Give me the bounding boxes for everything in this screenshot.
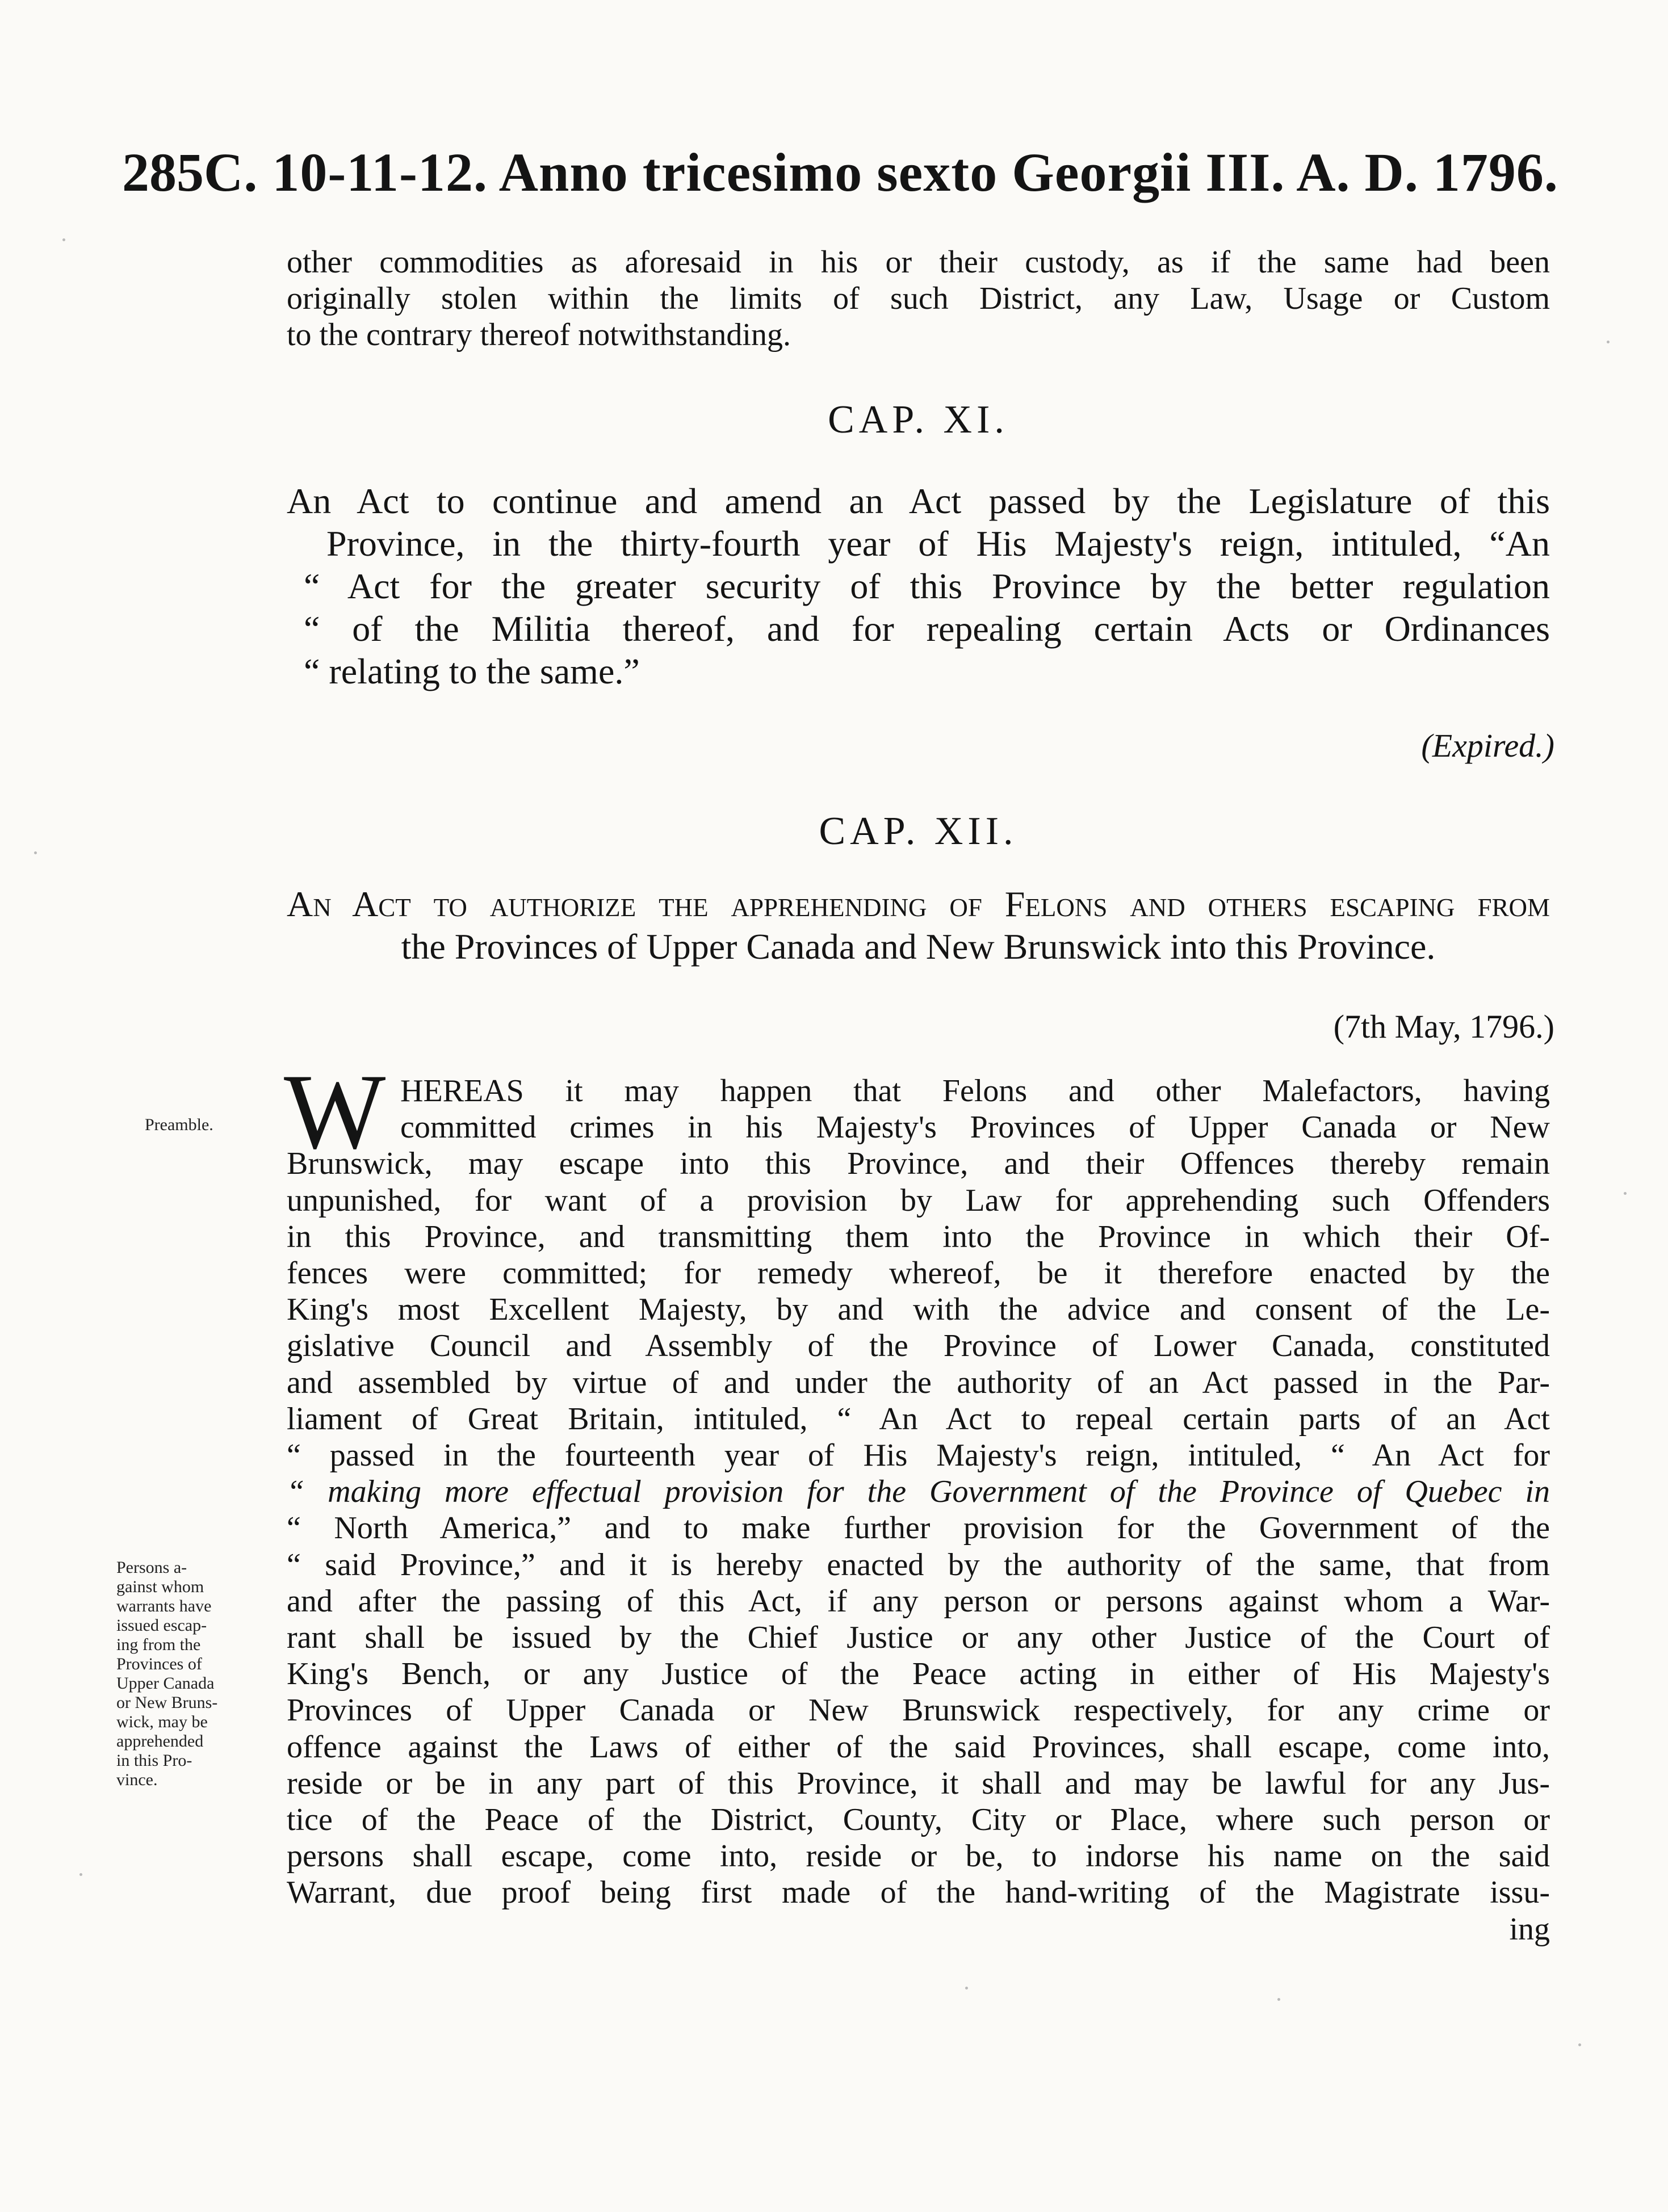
- chapter-heading-xi: CAP. XI.: [828, 398, 1009, 442]
- title-line: “ of the Militia thereof, and for repealing certain Acts or Ordinances: [304, 608, 1550, 649]
- margin-note-line: or New Bruns-: [116, 1693, 218, 1712]
- margin-note-line: ing from the: [116, 1635, 201, 1654]
- paper-speck: [1277, 1998, 1280, 2001]
- text-line: liament of Great Britain, intituled, “ An Act to repeal certain parts of an Act: [287, 1401, 1550, 1437]
- margin-note-line: vince.: [116, 1770, 158, 1789]
- text-line: originally stolen within the limits of such District, any Law, Usage or Custom: [287, 281, 1550, 316]
- text-line: offence against the Laws of either of the said Provinces, shall escape, come into,: [287, 1729, 1550, 1765]
- paper-speck: [1578, 2043, 1581, 2046]
- text-line: King's Bench, or any Justice of the Peace acting in either of His Majesty's: [287, 1656, 1550, 1692]
- text-line: tice of the Peace of the District, County, City or Place, where such person or: [287, 1802, 1550, 1838]
- margin-note-persons: [116, 1558, 287, 1790]
- text-line: Warrant, due proof being first made of the hand-writing of the Magistrate issu-: [287, 1875, 1550, 1911]
- margin-note-line: Upper Canada: [116, 1674, 215, 1693]
- title-line: An Act to authorize the apprehending of Felons and others escaping from: [287, 884, 1550, 924]
- paper-speck: [62, 238, 65, 241]
- text-line: persons shall escape, come into, reside or be, to indorse his name on the said: [287, 1839, 1550, 1874]
- margin-note-line: Provinces of: [116, 1655, 202, 1673]
- text-line: Provinces of Upper Canada or New Brunswick respectively, for any crime or: [287, 1693, 1550, 1728]
- running-head: C. 10-11-12. Anno tricesimo sexto Georgii III. A. D. 1796.: [204, 142, 1558, 203]
- text-line: unpunished, for want of a provision by Law for apprehending such Offenders: [287, 1182, 1550, 1218]
- page-number: 285: [122, 142, 204, 203]
- text-line: “ said Province,” and it is hereby enacted by the authority of the same, that from: [287, 1547, 1550, 1583]
- text-line: fences were committed; for remedy whereof, be it therefore enacted by the: [287, 1256, 1550, 1291]
- text-line: reside or be in any part of this Province, it shall and may be lawful for any Jus-: [287, 1765, 1550, 1801]
- paper-speck: [1624, 1192, 1627, 1195]
- margin-note-line: wick, may be: [116, 1712, 208, 1731]
- text-line: “ making more effectual provision for the Government of the Province of Quebec in: [287, 1474, 1550, 1510]
- margin-note-line: in this Pro-: [116, 1751, 192, 1770]
- margin-note-line: apprehended: [116, 1732, 204, 1751]
- chapter-xii-body: [284, 1052, 1550, 1947]
- text-line: other commodities as aforesaid in his or their custody, as if the same had been: [287, 245, 1550, 280]
- title-line: “ Act for the greater security of this Province by the better regulation: [304, 566, 1550, 606]
- margin-note-line: warrants have: [116, 1597, 212, 1615]
- chapter-xii-title: [287, 883, 1550, 968]
- text-line: “ North America,” and to make further provision for the Government of the: [287, 1510, 1550, 1546]
- title-line: “ relating to the same.”: [304, 651, 640, 691]
- paper-speck: [1607, 341, 1610, 343]
- text-line: committed crimes in his Majesty's Provinces of Upper Canada or New: [400, 1110, 1550, 1145]
- margin-note-line: Persons a-: [116, 1558, 187, 1577]
- paper-speck: [79, 1873, 82, 1876]
- carryover-paragraph: [287, 244, 1550, 353]
- text-line: King's most Excellent Majesty, by and with the advice and consent of the Le-: [287, 1292, 1550, 1328]
- text-line: and assembled by virtue of and under the authority of an Act passed in the Par-: [287, 1365, 1550, 1400]
- margin-note-line: issued escap-: [116, 1616, 207, 1635]
- margin-note-line: gainst whom: [116, 1577, 204, 1596]
- title-line: Province, in the thirty-fourth year of His Majesty's reign, intituled, “An: [326, 523, 1550, 564]
- status-expired: (Expired.): [1421, 727, 1554, 764]
- text-line: “ passed in the fourteenth year of His Majesty's reign, intituled, “ An Act for: [287, 1438, 1550, 1474]
- title-line: An Act to continue and amend an Act passed by the Legislature of this: [287, 481, 1550, 521]
- text-line: and after the passing of this Act, if any person or persons against whom a War-: [287, 1583, 1550, 1619]
- page-header: [122, 141, 1558, 204]
- margin-note-preamble: Preamble.: [145, 1115, 213, 1134]
- chapter-heading-xii: CAP. XII.: [819, 809, 1018, 853]
- text-line: rant shall be issued by the Chief Justice or any other Justice of the Court of: [287, 1620, 1550, 1656]
- text-line: Brunswick, may escape into this Province, and their Offences thereby remain: [287, 1146, 1550, 1182]
- chapter-xi-title: [287, 480, 1550, 692]
- enactment-date: (7th May, 1796.): [1333, 1008, 1554, 1045]
- title-line: the Provinces of Upper Canada and New Brunswick into this Province.: [401, 926, 1436, 967]
- text-line: gislative Council and Assembly of the Province of Lower Canada, constituted: [287, 1328, 1550, 1364]
- text-line: to the contrary thereof notwithstanding.: [287, 317, 791, 352]
- text-line: in this Province, and transmitting them into the Province in which their Of-: [287, 1219, 1550, 1254]
- paper-speck: [965, 1987, 968, 1989]
- catchword: ing: [1509, 1911, 1550, 1947]
- drop-cap: W: [284, 1052, 386, 1172]
- paper-speck: [34, 851, 37, 854]
- text-line-content: HEREAS it may happen that Felons and other Malefactors, having: [400, 1073, 1550, 1109]
